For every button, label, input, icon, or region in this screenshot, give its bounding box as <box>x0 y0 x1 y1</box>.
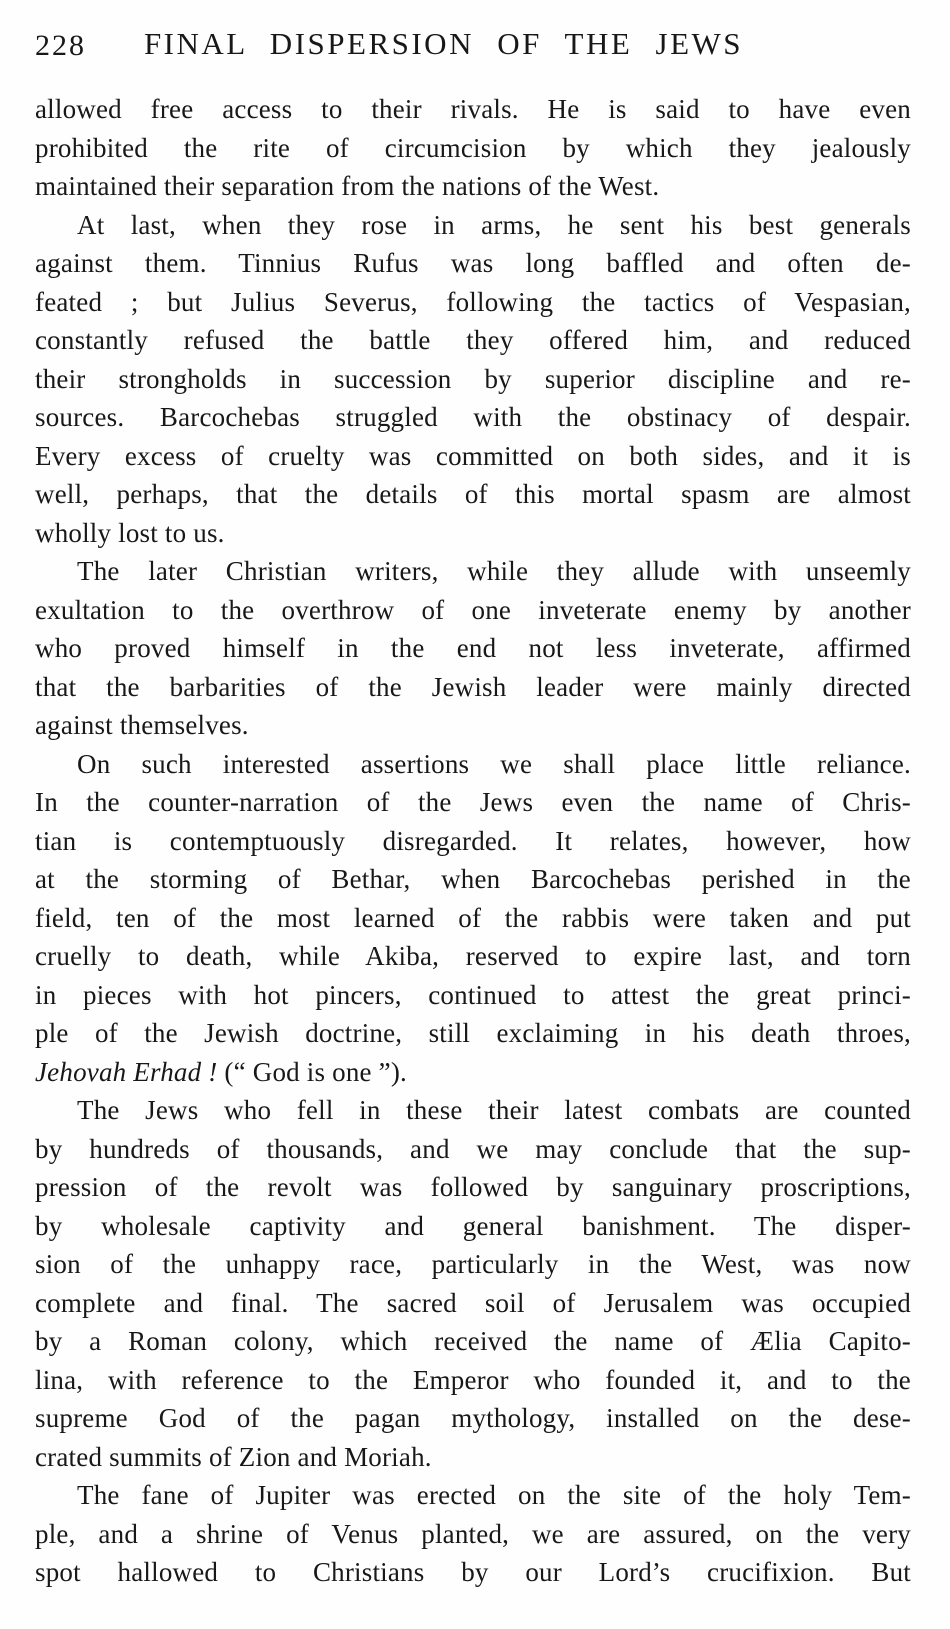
text-line: The later Christian writers, while they allude with unseemly <box>77 556 911 586</box>
page-header <box>35 26 910 70</box>
text-line: cruelly to death, while Akiba, reserved to expire last, and torn <box>35 941 911 971</box>
text-line: tian is contemptuously disregarded. It relates, however, how <box>35 825 911 856</box>
paragraph <box>35 745 911 1092</box>
text-line: sources. Barcochebas struggled with the obstinacy of despair. <box>35 402 911 432</box>
text-line: by wholesale captivity and general banishment. The disper- <box>35 1210 911 1241</box>
text-line: ple of the Jewish doctrine, still exclaiming in his death throes, <box>35 1018 911 1048</box>
text-block <box>35 90 911 1592</box>
paragraph <box>35 1476 911 1592</box>
text-line: against themselves. <box>35 710 249 740</box>
text-line: pression of the revolt was followed by sanguinary proscriptions, <box>35 1172 911 1202</box>
text-line: constantly refused the battle they offered him, and reduced <box>35 325 911 355</box>
text-line: complete and final. The sacred soil of Jerusalem was occupied <box>35 1287 911 1318</box>
text-line: crated summits of Zion and Moriah. <box>35 1441 432 1472</box>
text-line: prohibited the rite of circumcision by which they jealously <box>35 132 911 163</box>
paragraph <box>35 90 911 206</box>
text-line: At last, when they rose in arms, he sent his best generals <box>77 209 911 240</box>
text-line: field, ten of the most learned of the rabbis were taken and put <box>35 902 911 933</box>
text-line: ple, and a shrine of Venus planted, we are assured, on the very <box>35 1518 911 1549</box>
text-line: Every excess of cruelty was committed on both sides, and it is <box>35 440 911 471</box>
text-line: that the barbarities of the Jewish leader were mainly directed <box>35 671 911 702</box>
text-line: at the storming of Bethar, when Barcochebas perished in the <box>35 864 911 894</box>
running-title: FINAL DISPERSION OF THE JEWS <box>143 26 744 61</box>
paragraph <box>35 552 911 745</box>
text-line: in pieces with hot pincers, continued to attest the great princi- <box>35 979 911 1010</box>
text-line: allowed free access to their rivals. He is said to have even <box>35 94 911 124</box>
text-line: lina, with reference to the Emperor who founded it, and to the <box>35 1364 911 1395</box>
text-line: exultation to the overthrow of one inveterate enemy by another <box>35 594 911 625</box>
text-line: by a Roman colony, which received the name of Ælia Capito- <box>35 1326 911 1356</box>
text-line <box>35 1053 911 1092</box>
text-line: supreme God of the pagan mythology, installed on the dese- <box>35 1403 911 1433</box>
paragraph <box>35 206 911 553</box>
text-line: well, perhaps, that the details of this mortal spasm are almost <box>35 479 911 509</box>
text-line: by hundreds of thousands, and we may conclude that the sup- <box>35 1133 911 1164</box>
italic-phrase: Jehovah Erhad ! <box>35 1056 218 1087</box>
text-line: sion of the unhappy race, particularly in the West, was now <box>35 1249 911 1279</box>
text-line: In the counter-narration of the Jews even the name of Chris- <box>35 787 911 817</box>
paragraph <box>35 1091 911 1476</box>
text-line: against them. Tinnius Rufus was long baffled and often de- <box>35 248 911 278</box>
page-number: 228 <box>35 29 86 62</box>
text-line: wholly lost to us. <box>35 517 225 548</box>
text-line: feated ; but Julius Severus, following the tactics of Vespasian, <box>35 286 911 317</box>
text-line: maintained their separation from the nations of the West. <box>35 171 660 201</box>
text-line: On such interested assertions we shall place little reliance. <box>77 748 911 779</box>
text-line: The fane of Jupiter was erected on the site of the holy Tem- <box>77 1480 911 1510</box>
text-line: their strongholds in succession by superior discipline and re- <box>35 363 911 394</box>
text-line: who proved himself in the end not less inveterate, affirmed <box>35 633 911 663</box>
text-segment: (“ God is one ”). <box>217 1056 408 1087</box>
text-line: The Jews who fell in these their latest combats are counted <box>77 1095 911 1125</box>
text-line: spot hallowed to Christians by our Lord’s crucifixion. But <box>35 1557 911 1587</box>
